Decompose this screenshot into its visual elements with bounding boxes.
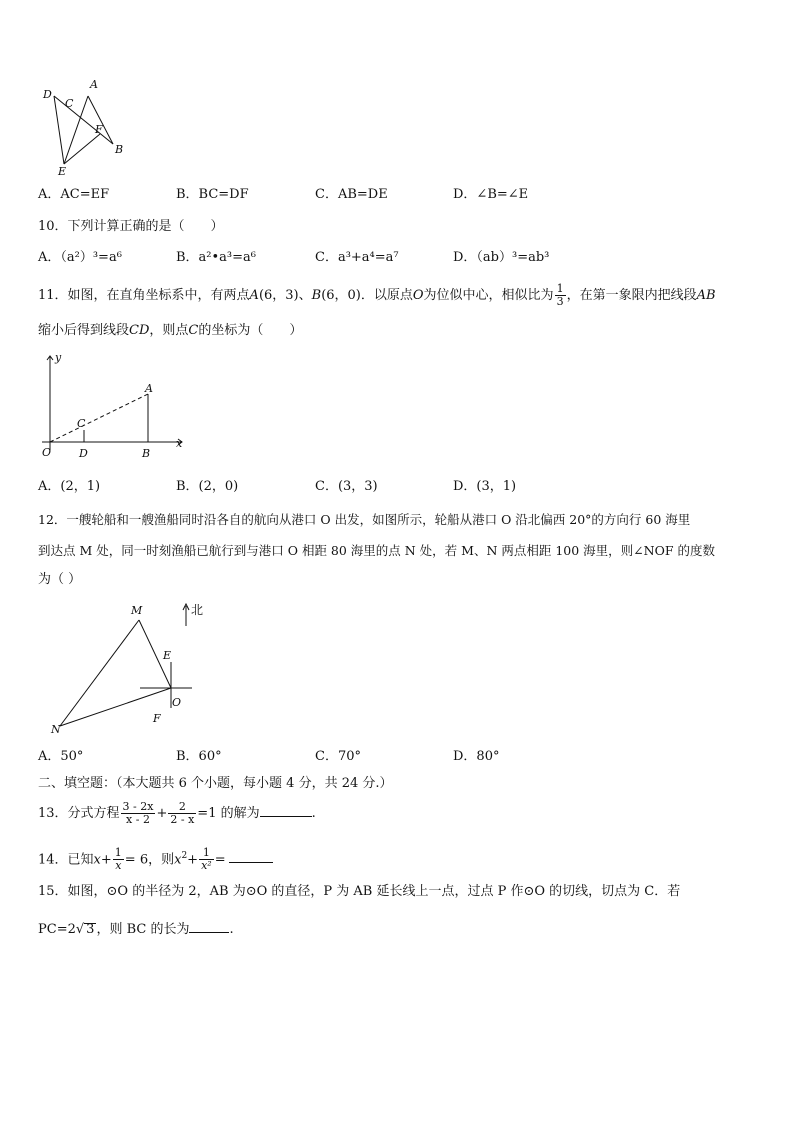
point-a-label: A	[145, 382, 153, 395]
q10-option-a[interactable]: A．（a²）³=a⁶	[38, 250, 122, 265]
q15-stem-line1: 15．如图，⊙O 的半径为 2，AB 为⊙O 的直径，P 为 AB 延长线上一点，过点 P 作⊙O 的切线，切点为 C．若	[38, 884, 681, 899]
q14-equals-6: = 6，则	[124, 852, 175, 868]
label-A: A	[90, 78, 98, 91]
q11-option-a[interactable]: A．(2，1)	[38, 479, 101, 494]
q11-point-c: C	[188, 323, 199, 338]
q15-stem-line2	[38, 920, 234, 939]
q11-point-o: O	[412, 288, 424, 303]
q11-option-b[interactable]: B．(2，0)	[176, 479, 239, 494]
label-B: B	[115, 143, 124, 156]
axis-y-label: y	[55, 351, 62, 364]
north-label: 北	[191, 603, 204, 617]
q11-point-a: A	[249, 288, 259, 303]
q11-option-c[interactable]: C．(3，3)	[315, 479, 378, 494]
q11-text-d: 缩小后得到线段	[38, 323, 130, 338]
q13-end: .	[311, 806, 316, 821]
q12-option-d[interactable]: D．80°	[453, 749, 500, 764]
q13-stem	[38, 800, 316, 828]
q14-x-squared: x	[174, 852, 182, 868]
point-m-label: M	[131, 604, 143, 617]
q14-stem	[38, 842, 273, 874]
q10-option-c[interactable]: C．a³+a⁴=a⁷	[315, 250, 399, 265]
figure-q9	[38, 76, 133, 176]
point-n-label: N	[51, 723, 61, 736]
label-D: D	[43, 88, 52, 101]
point-f-label: F	[153, 712, 161, 725]
q14-plus-2: +	[187, 852, 199, 868]
q11-a-coord: (6，3)、	[258, 288, 312, 303]
point-d-label: D	[79, 447, 88, 460]
q11-stem-line2	[38, 322, 302, 340]
q12-stem-line3: 为（ ）	[38, 572, 82, 587]
q11-text-e: ，则点	[149, 323, 189, 338]
q11-text-c: ，在第一象限内把线段	[566, 288, 697, 303]
q13-fraction-2: $\frac{2}{2 - x}$	[170, 800, 195, 826]
q12-option-b[interactable]: B．60°	[176, 749, 222, 764]
q15-end: .	[229, 922, 234, 937]
section-2-heading: 二、填空题：（本大题共 6 个小题，每小题 4 分，共 24 分.）	[38, 776, 393, 791]
q10-stem: 10．下列计算正确的是（ ）	[38, 219, 224, 234]
q9-option-d[interactable]: D．∠B=∠E	[453, 187, 529, 202]
q11-option-d[interactable]: D．(3，1)	[453, 479, 517, 494]
label-F: F	[95, 123, 103, 136]
q15-after: ，则 BC 的长为	[96, 922, 190, 937]
q14-prefix: 14．已知	[38, 852, 94, 868]
q14-plus: +	[100, 852, 112, 868]
q15-pc: PC=2	[38, 922, 76, 937]
q9-option-a[interactable]: A．AC=EF	[38, 187, 110, 202]
point-c-label: C	[77, 417, 86, 430]
q12-option-c[interactable]: C．70°	[315, 749, 361, 764]
q9-option-c[interactable]: C．AB=DE	[315, 187, 388, 202]
q11-stem-line1	[38, 283, 716, 308]
point-o-label: O	[172, 696, 182, 709]
figure-q11	[38, 350, 188, 462]
q13-plus: +	[156, 806, 168, 821]
q11-b-coord: (6，0)．以原点	[321, 288, 413, 303]
q11-segment-ab: AB	[696, 288, 716, 303]
q10-option-b[interactable]: B．a²•a³=a⁶	[176, 250, 256, 265]
origin-label: O	[42, 446, 52, 459]
q11-text-a: 11．如图，在直角坐标系中，有两点	[38, 288, 250, 303]
q14-answer-blank[interactable]	[229, 850, 273, 863]
label-C: C	[65, 97, 74, 110]
q13-fraction-1: $\frac{3 - 2x}{x - 2}$	[122, 800, 154, 826]
q10-option-d[interactable]: D．（ab）³=ab³	[453, 250, 550, 265]
q13-answer-blank[interactable]	[260, 804, 312, 817]
q15-answer-blank[interactable]	[189, 920, 229, 933]
q11-ratio: $\frac{1}{3}$	[556, 282, 564, 308]
q14-fraction-2: $\frac{1}{\text{x²}}$	[201, 846, 212, 873]
q11-point-b: B	[311, 288, 322, 303]
q11-text-b: 为位似中心，相似比为	[423, 288, 554, 303]
q12-stem-line2: 到达点 M 处，同一时刻渔船已航行到与港口 O 相距 80 海里的点 N 处，若 M、N 两点相距 100 海里，则∠NOF 的度数	[38, 543, 715, 558]
axis-x-label: x	[176, 437, 183, 450]
q13-prefix: 13．分式方程	[38, 806, 120, 821]
label-E: E	[58, 165, 67, 176]
sqrt-icon: √	[75, 922, 85, 937]
q14-fraction-1: $\frac{1}{x}$	[114, 846, 122, 873]
q11-segment-cd: CD	[129, 323, 150, 338]
point-e-label: E	[163, 649, 172, 662]
q14-equals: =	[214, 852, 226, 868]
point-b-label: B	[142, 447, 151, 460]
q12-option-a[interactable]: A．50°	[38, 749, 84, 764]
q9-option-b[interactable]: B．BC=DF	[176, 187, 249, 202]
q13-suffix: =1 的解为	[197, 806, 260, 821]
figure-q12	[40, 598, 220, 738]
q15-sqrt-radicand: 3	[86, 922, 95, 937]
q11-text-f: 的坐标为（ ）	[198, 323, 303, 338]
q14-exponent: 2	[181, 851, 188, 861]
q14-x: x	[93, 852, 101, 868]
q12-stem-line1: 12．一艘轮船和一艘渔船同时沿各自的航向从港口 O 出发，如图所示，轮船从港口 O 沿北偏西 20°的方向行 60 海里	[38, 512, 691, 527]
